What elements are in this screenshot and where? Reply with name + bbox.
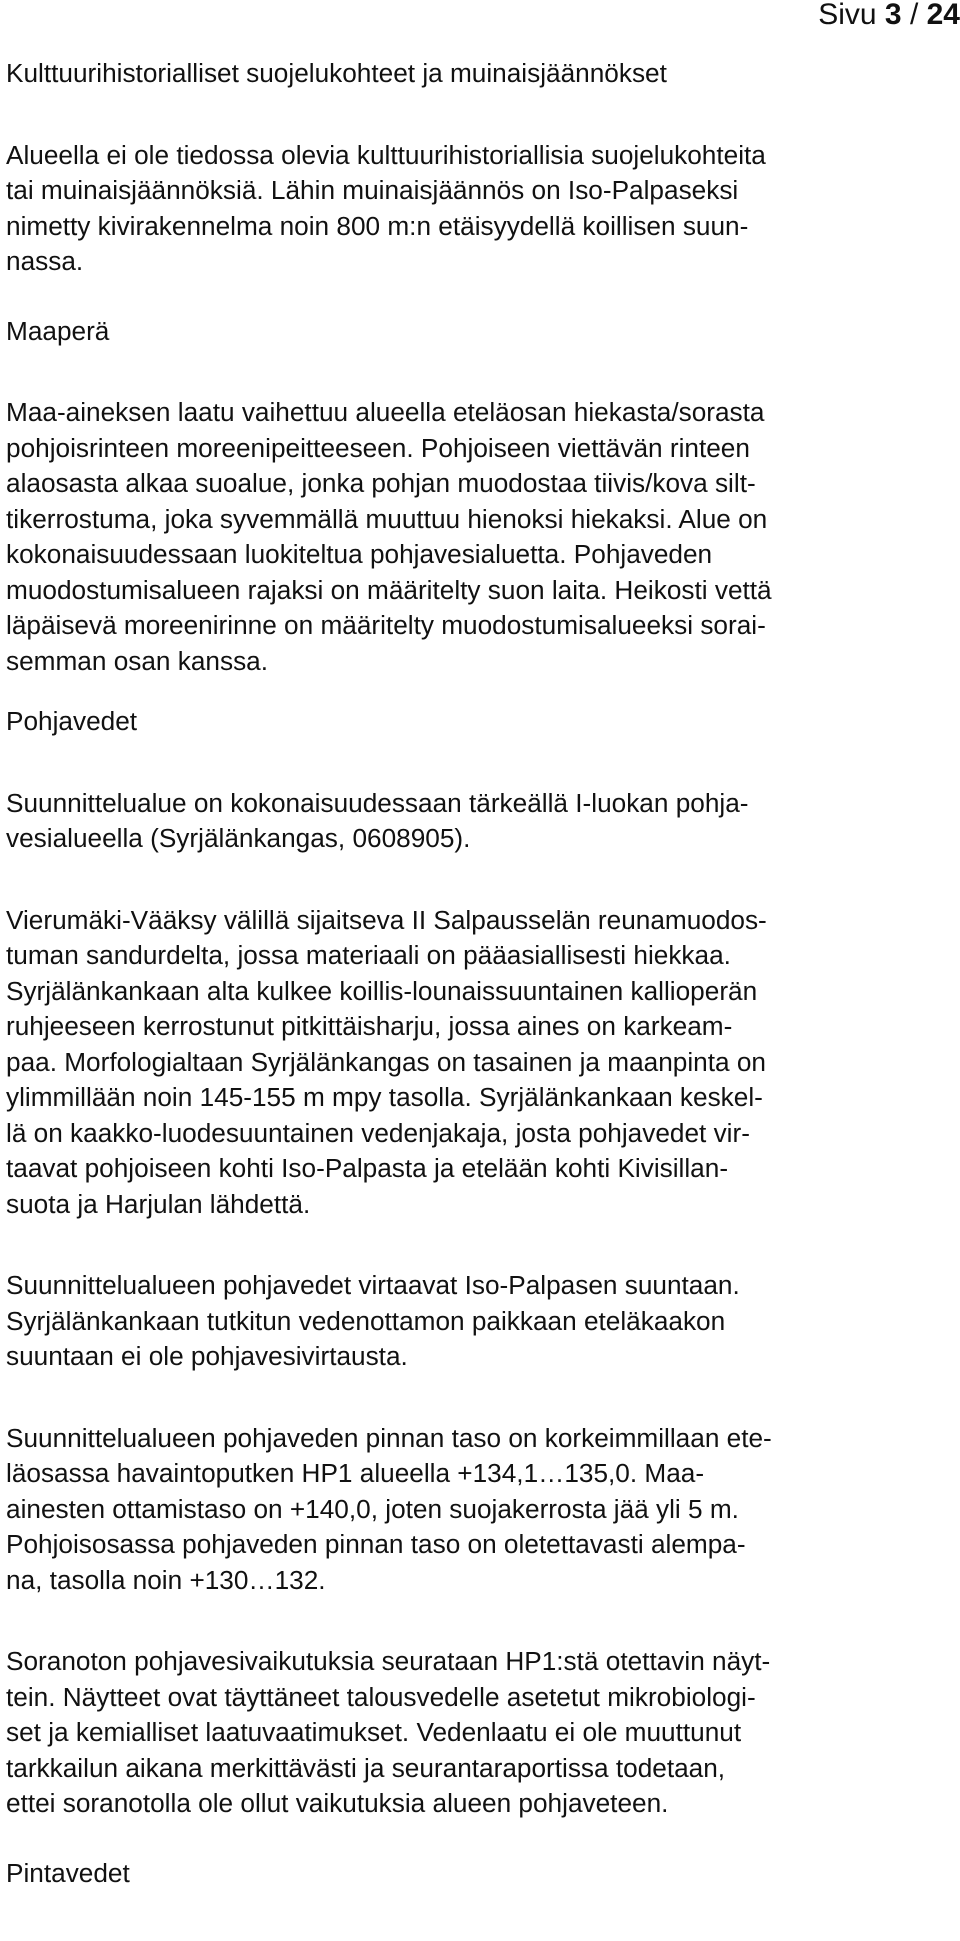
- text-line: muodostumisalueen rajaksi on määritelty suon laita. Heikosti vettä: [6, 574, 772, 605]
- page-number: [818, 0, 960, 30]
- text-line: ylimmillään noin 145-155 m mpy tasolla. Syrjälänkankaan keskel-: [6, 1082, 763, 1112]
- text-line: tarkkailun aikana merkittävästi ja seurantaraportissa todetaan,: [6, 1752, 726, 1783]
- text-line: tein. Näytteet ovat täyttäneet talousvedelle asetetut mikrobiologi-: [6, 1681, 756, 1712]
- section-heading-kulttuuri: Kulttuurihistorialliset suojelukohteet ja muinaisjäännökset: [6, 58, 667, 88]
- page-label: Sivu: [818, 0, 877, 31]
- document-body: [6, 56, 954, 1891]
- text-line: kokonaisuudessaan luokiteltua pohjavesialuetta. Pohjaveden: [6, 539, 713, 569]
- text-line: lä on kaakko-luodesuuntainen vedenjakaja, josta pohjavedet vir-: [6, 1117, 750, 1148]
- text-line: tai muinaisjäännöksiä. Lähin muinaisjäännös on Iso-Palpaseksi: [6, 175, 739, 205]
- text-line: suota ja Harjulan lähdettä.: [6, 1188, 311, 1219]
- text-line: suuntaan ei ole pohjavesivirtausta.: [6, 1341, 408, 1371]
- text-line: Alueella ei ole tiedossa olevia kulttuurihistoriallisia suojelukohteita: [6, 139, 766, 170]
- text-line: Suunnittelualue on kokonaisuudessaan tärkeällä I-luokan pohja-: [6, 787, 749, 818]
- section-heading-pohjavedet: Pohjavedet: [6, 706, 138, 736]
- current-page-number: 3: [884, 0, 902, 31]
- text-line: pohjoisrinteen moreenipeitteeseen. Pohjoiseen viettävän rinteen: [6, 432, 750, 463]
- text-line: na, tasolla noin +130…132.: [6, 1564, 326, 1595]
- text-line: Suunnittelualueen pohjaveden pinnan taso on korkeimmillaan ete-: [6, 1422, 772, 1453]
- section-heading-pintavedet: Pintavedet: [6, 1857, 130, 1888]
- text-line: set ja kemialliset laatuvaatimukset. Vedenlaatu ei ole muuttunut: [6, 1717, 742, 1747]
- text-line: läpäisevä moreenirinne on määritelty muodostumisalueeksi sorai-: [6, 610, 766, 640]
- text-line: Pohjoisosassa pohjaveden pinnan taso on oletettavasti alempa-: [6, 1529, 746, 1559]
- text-line: paa. Morfologialtaan Syrjälänkangas on tasainen ja maanpinta on: [6, 1046, 766, 1077]
- text-line: tikerrostuma, joka syvemmällä muuttuu hienoksi hiekaksi. Alue on: [6, 503, 768, 534]
- section-heading-maapera: Maaperä: [6, 315, 110, 346]
- text-line: Suunnittelualueen pohjavedet virtaavat Iso-Palpasen suuntaan.: [6, 1270, 740, 1300]
- text-line: Syrjälänkankaan tutkitun vedenottamon paikkaan eteläkaakon: [6, 1305, 726, 1336]
- text-line: ainesten ottamistaso on +140,0, joten suojakerrosta jää yli 5 m.: [6, 1493, 739, 1524]
- text-line: nimetty kivirakennelma noin 800 m:n etäisyydellä koillisen suun-: [6, 210, 749, 241]
- text-line: Vierumäki-Vääksy välillä sijaitseva II Salpausselän reunamuodos-: [6, 904, 767, 935]
- text-line: läosassa havaintoputken HP1 alueella +134,1…135,0. Maa-: [6, 1458, 705, 1488]
- text-line: nassa.: [6, 246, 84, 276]
- text-line: ettei soranotolla ole ollut vaikutuksia alueen pohjaveteen.: [6, 1788, 669, 1818]
- text-line: Maa-aineksen laatu vaihettuu alueella eteläosan hiekasta/sorasta: [6, 397, 765, 427]
- text-line: ruhjeeseen kerrostunut pitkittäisharju, jossa aines on karkeam-: [6, 1011, 733, 1041]
- text-line: semman osan kanssa.: [6, 645, 269, 676]
- text-line: Syrjälänkankaan alta kulkee koillis-lounaissuuntainen kallioperän: [6, 975, 758, 1006]
- text-line: tuman sandurdelta, jossa materiaali on pääasiallisesti hiekkaa.: [6, 940, 731, 970]
- text-line: vesialueella (Syrjälänkangas, 0608905).: [6, 823, 471, 853]
- text-line: Soranoton pohjavesivaikutuksia seurataan HP1:stä otettavin näyt-: [6, 1646, 771, 1676]
- text-line: taavat pohjoiseen kohti Iso-Palpasta ja etelään kohti Kivisillan-: [6, 1153, 729, 1183]
- page-separator: /: [909, 0, 919, 31]
- text-line: alaosasta alkaa suoalue, jonka pohjan muodostaa tiivis/kova silt-: [6, 468, 756, 498]
- total-pages-number: 24: [926, 0, 960, 31]
